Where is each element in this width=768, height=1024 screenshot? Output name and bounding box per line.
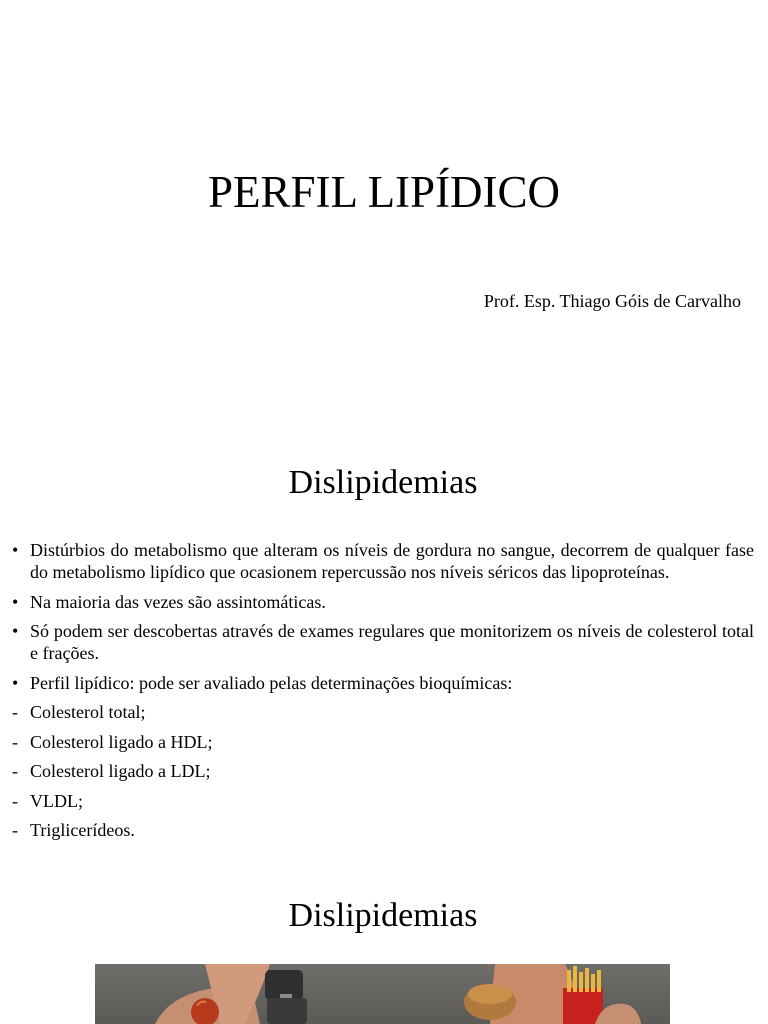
list-item-text: Colesterol total; — [30, 702, 146, 722]
bullet-marker: • — [12, 540, 19, 560]
dash-marker: - — [12, 761, 18, 781]
dash-marker: - — [12, 731, 18, 752]
photo-illustration — [95, 964, 670, 1024]
list-item — [12, 701, 754, 723]
author-line: Prof. Esp. Thiago Góis de Carvalho — [483, 291, 741, 311]
section-heading-dislipidemias-2: Dislipidemias — [288, 897, 478, 934]
list-item-text: VLDL; — [30, 790, 83, 811]
list-item — [12, 672, 754, 694]
list-item-text: Distúrbios do metabolismo que alteram os níveis de gordura no sangue, decorrem de qualquer fase do metabolismo lipídico que ocasionem repercussão nos níveis séricos das lipoproteínas. — [30, 540, 754, 582]
dash-marker: - — [12, 790, 18, 811]
list-item — [12, 731, 754, 753]
dumbbell-plate-lower — [267, 998, 307, 1024]
list-item — [12, 790, 754, 812]
bullet-marker: • — [12, 591, 19, 612]
list-item-text: Na maioria das vezes são assintomáticas. — [30, 591, 326, 612]
list-item-text: Perfil lipídico: pode ser avaliado pelas determinações bioquímicas: — [30, 672, 513, 693]
list-item — [12, 539, 754, 583]
list-item — [12, 591, 754, 613]
list-item-text: Só podem ser descobertas através de exames regulares que monitorizem os níveis de colesterol total e frações. — [30, 621, 754, 663]
dash-marker: - — [12, 702, 18, 722]
bullet-marker: • — [12, 672, 19, 693]
list-item — [12, 760, 754, 782]
list-item — [12, 620, 754, 664]
healthy-vs-junk-food-photo — [95, 964, 670, 1024]
list-item-text: Triglicerídeos. — [30, 820, 135, 840]
list-item-text: Colesterol ligado a HDL; — [30, 731, 213, 752]
list-item — [12, 819, 754, 841]
section-heading-dislipidemias: Dislipidemias — [288, 464, 478, 501]
slide-title: PERFIL LIPÍDICO — [207, 167, 561, 217]
list-item-text: Colesterol ligado a LDL; — [30, 761, 211, 781]
bullet-list — [12, 539, 754, 849]
dash-marker: - — [12, 820, 18, 840]
fries-box — [563, 988, 603, 1024]
burger-top — [468, 984, 512, 1004]
bullet-marker: • — [12, 621, 19, 641]
